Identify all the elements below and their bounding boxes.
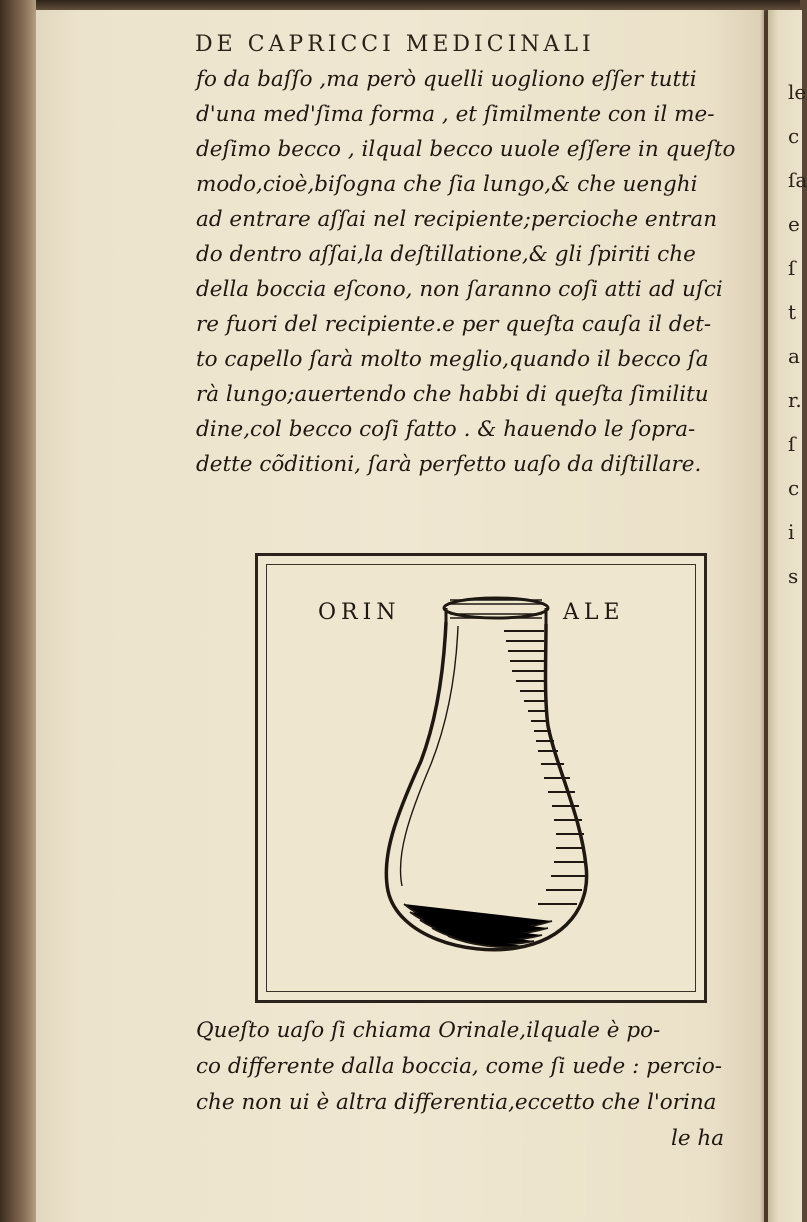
caption-line: che non ui è altra differentia,eccetto che l'orina (196, 1090, 717, 1115)
body-text (196, 62, 766, 482)
woodcut-figure (255, 553, 707, 1003)
text-line: to capello ſarà molto meglio,quando il becco ſa (196, 347, 709, 372)
text-line: fo da baſſo ,ma però quelli uogliono eſſer tutti (196, 67, 697, 92)
next-page-letter: c (788, 476, 800, 500)
text-line: dette cõditioni, ſarà perfetto uaſo da diſtillare. (196, 452, 702, 477)
next-page-letter: a (788, 344, 800, 368)
next-page-letter: e (788, 212, 800, 236)
text-line: rà lungo;auertendo che habbi di queſta ſimilitu (196, 382, 709, 407)
next-page-letter: ſ (788, 432, 796, 456)
next-page-letter: i (788, 520, 795, 544)
text-line: della boccia eſcono, non ſaranno coſi atti ad uſci (196, 277, 723, 302)
running-head: DE CAPRICCI MEDICINALI (195, 32, 595, 57)
text-line: dine,col becco coſi fatto . & hauendo le ſopra- (196, 417, 696, 442)
figure-label-right: ALE (563, 600, 625, 625)
next-page-letter: le (788, 80, 807, 104)
text-line: do dentro aſſai,la deſtillatione,& gli ſpiriti che (196, 242, 696, 267)
caption-line: co differente dalla boccia, come ſi uede : percio- (196, 1054, 723, 1079)
next-page-letter: s (788, 564, 799, 588)
figure-label-left: ORIN (318, 600, 401, 625)
text-line: d'una med'ſima forma , et ſimilmente con il me- (196, 102, 715, 127)
text-line: re fuori del recipiente.e per queſta cauſa il det- (196, 312, 712, 337)
next-page-letter: t (788, 300, 797, 324)
next-page-letter: c (788, 124, 800, 148)
next-page-letter: ſ (788, 256, 796, 280)
caption-text (196, 1013, 756, 1157)
catchword: le ha (671, 1126, 725, 1151)
book-binding (0, 0, 36, 1222)
next-page-letter: ſa (788, 168, 807, 192)
caption-line: Queſto uaſo ſi chiama Orinale,ilquale è po- (196, 1018, 661, 1043)
text-line: deſimo becco , ilqual becco uuole eſſere in queſto (196, 137, 736, 162)
next-page-letter: r. (788, 388, 802, 412)
next-page-fragment (788, 70, 807, 598)
text-line: ad entrare aſſai nel recipiente;percioche entran (196, 207, 718, 232)
text-line: modo,cioè,biſogna che ſia lungo,& che uenghi (196, 172, 698, 197)
orinale-vessel-icon (376, 586, 606, 966)
